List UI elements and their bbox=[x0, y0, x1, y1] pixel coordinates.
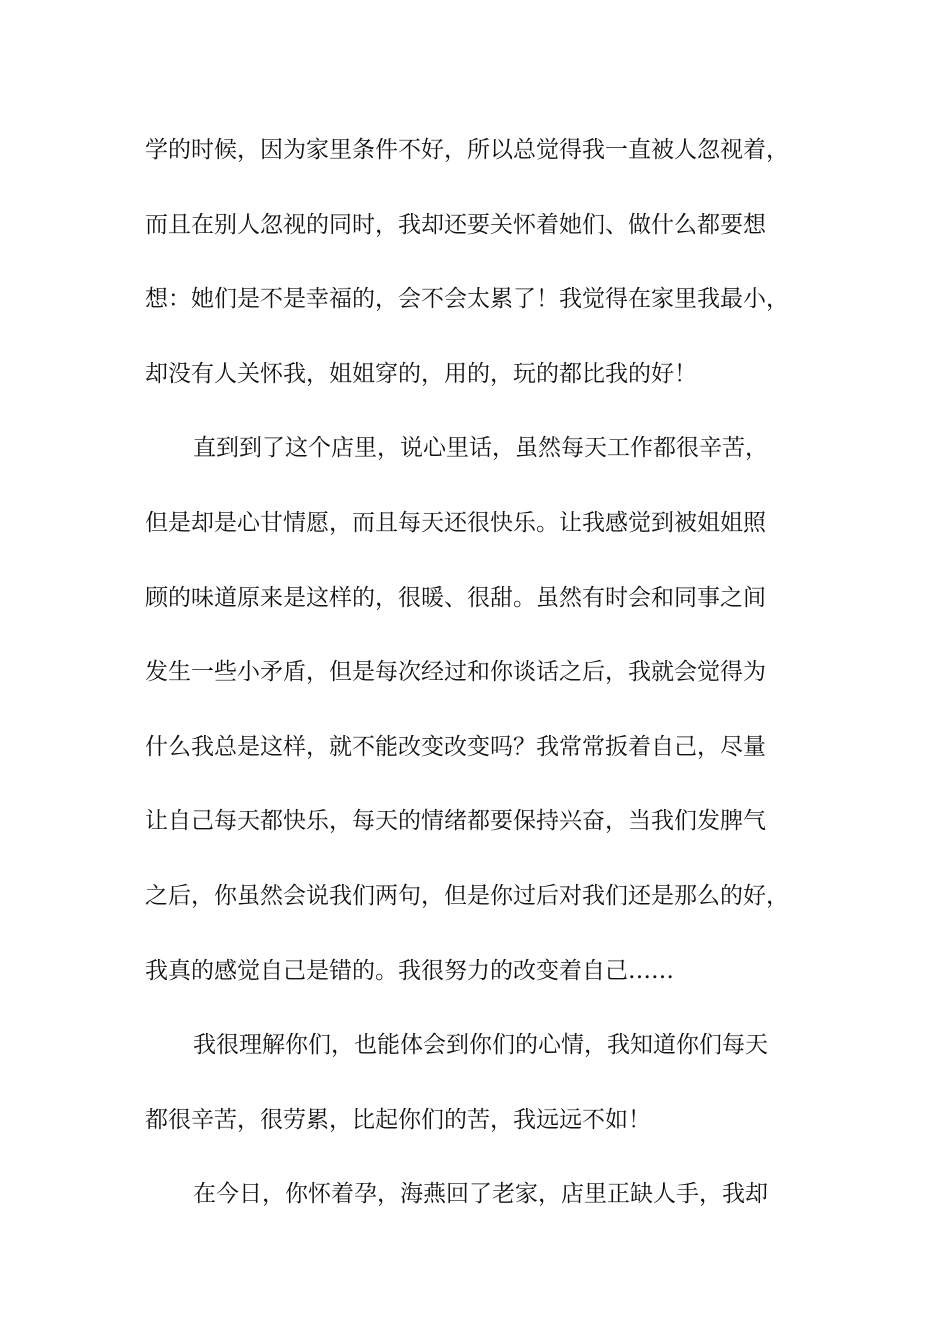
text-line: 让自己每天都快乐，每天的情绪都要保持兴奋，当我们发脾气 bbox=[145, 808, 766, 835]
text-line: 但是却是心甘情愿，而且每天还很快乐。让我感觉到被姐姐照 bbox=[145, 509, 766, 536]
text-line: 学的时候，因为家里条件不好，所以总觉得我一直被人忽视着， bbox=[145, 137, 789, 163]
text-line: 都很辛苦，很劳累，比起你们的苦，我远远不如！ bbox=[145, 1106, 651, 1133]
paragraph-start-line: 我很理解你们，也能体会到你们的心情，我知道你们每天 bbox=[193, 1032, 768, 1059]
text-line: 什么我总是这样，就不能改变改变吗？我常常扳着自己，尽量 bbox=[145, 733, 766, 760]
text-line: 而且在别人忽视的同时，我却还要关怀着她们、做什么都要想 bbox=[145, 211, 766, 238]
text-line: 想：她们是不是幸福的，会不会太累了！我觉得在家里我最小， bbox=[145, 286, 789, 313]
paragraph-start-line: 在今日，你怀着孕，海燕回了老家，店里正缺人手，我却 bbox=[193, 1181, 768, 1208]
body-text bbox=[145, 126, 825, 1245]
text-line: 顾的味道原来是这样的，很暖、很甜。虽然有时会和同事之间 bbox=[145, 584, 766, 611]
text-line: 却没有人关怀我，姐姐穿的，用的，玩的都比我的好！ bbox=[145, 360, 697, 387]
paragraph-start-line: 直到到了这个店里，说心里话，虽然每天工作都很辛苦， bbox=[193, 435, 768, 462]
text-line: 发生一些小矛盾，但是每次经过和你谈话之后，我就会觉得为 bbox=[145, 659, 766, 686]
text-line: 之后，你虽然会说我们两句，但是你过后对我们还是那么的好， bbox=[145, 882, 789, 909]
text-line: 我真的感觉自己是错的。我很努力的改变着自己…… bbox=[145, 957, 674, 984]
